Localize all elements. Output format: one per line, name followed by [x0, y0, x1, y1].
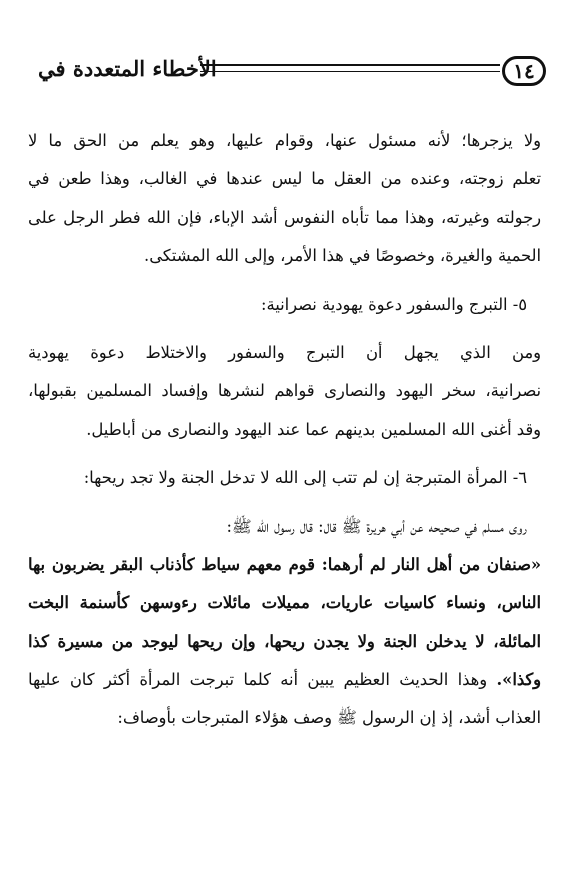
- section-heading-6: ٦- المرأة المتبرجة إن لم تتب إلى الله لا تدخل الجنة ولا تجد ريحها:: [83, 468, 527, 488]
- text-line: نصرانية، سخر اليهود والنصارى قواهم لنشرها وإفساد المسلمين بقبولها،: [28, 381, 541, 401]
- paragraph-2: [28, 334, 541, 449]
- hadith-line: المائلة، لا يدخلن الجنة ولا يجدن ريحها، وإن ريحها ليوجد من مسيرة كذا: [28, 631, 541, 651]
- text-line: الحمية والغيرة، وخصوصًا في هذا الأمر، وإلى الله المشتكى.: [144, 246, 541, 266]
- hadith-line: الناس، ونساء كاسيات عاريات، مميلات مائلات رءوسهن كأسنمة البخت: [28, 593, 541, 613]
- text-line: ولا يزجرها؛ لأنه مسئول عنها، وقوام عليها، وهو يعلم من الحق ما لا: [28, 131, 541, 150]
- section-heading-5: ٥- التبرج والسفور دعوة يهودية نصرانية:: [261, 294, 527, 314]
- text-line: وقد أغنى الله المسلمين بدينهم عما عند اليهود والنصارى من أباطيل.: [86, 419, 541, 439]
- text-line: رجولته وغيرته، وهذا مما تأباه النفوس أشد الإباء، فإن الله فطر الرجل على: [28, 207, 541, 227]
- text-line: ومن الذي يجهل أن التبرج والسفور والاختلاط دعوة يهودية: [28, 342, 541, 362]
- header-rule: [200, 62, 500, 76]
- running-header: [38, 52, 546, 96]
- page-number-badge: [502, 56, 546, 86]
- paragraph-3: [28, 508, 541, 738]
- hadith-line: «صنفان من أهل النار لم أرهما: قوم معهم سياط كأذناب البقر يضربون بها: [28, 554, 541, 574]
- text-line: العذاب أشد، إذ إن الرسول ﷺ وصف هؤلاء المتبرجات بأوصاف:: [117, 708, 541, 728]
- paragraph-1: [28, 122, 541, 276]
- commentary: وهذا الحديث العظيم يبين أنه كلما تبرجت المرأة أكثر كان عليها: [28, 670, 497, 690]
- page-body: [28, 122, 541, 738]
- book-title: الأخطاء المتعددة في: [38, 56, 217, 81]
- text-line: [28, 661, 541, 699]
- hadith-end: وكذا».: [496, 670, 541, 690]
- hadith-intro: روى مسلم في صحيحه عن أبي هريرة ﷺ قال: قال رسول الله ﷺ:: [226, 516, 527, 536]
- text-line: تعلم زوجته، وعنده من العقل ما ليس عندها في الغالب، وهذا طعن في: [28, 169, 541, 189]
- page-number: ١٤: [513, 59, 535, 83]
